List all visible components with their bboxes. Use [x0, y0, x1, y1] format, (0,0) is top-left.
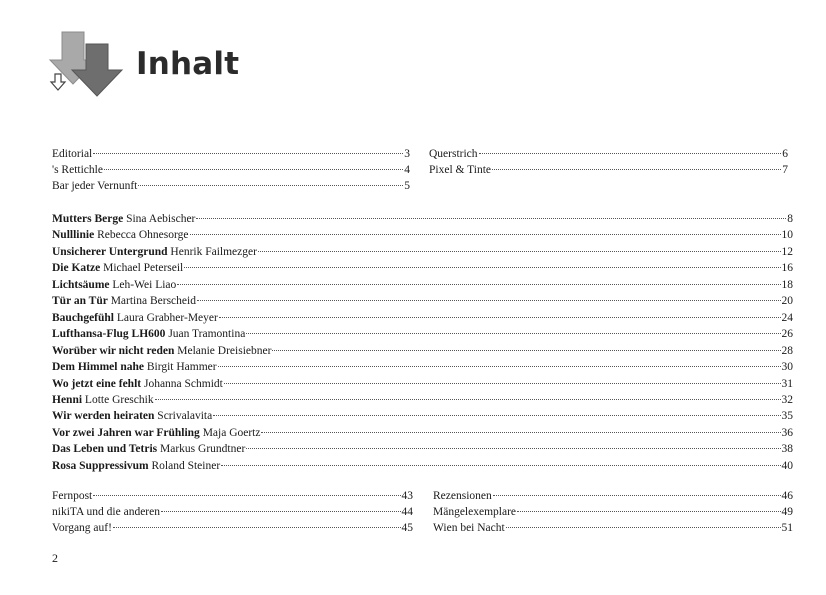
entry-page-number: 38: [781, 443, 793, 456]
toc-entry-text: [52, 211, 195, 227]
story-author: Roland Steiner: [151, 459, 221, 472]
toc-entry-text: [429, 162, 491, 178]
entry-page-number: 3: [404, 148, 410, 160]
dot-leader: [272, 350, 780, 351]
entry-page-number: 36: [781, 426, 793, 439]
entry-page-number: 12: [781, 245, 793, 258]
dot-leader: [224, 383, 781, 384]
dot-leader: [155, 399, 781, 400]
story-author: Henrik Failmezger: [170, 245, 257, 258]
toc-entry[interactable]: [52, 488, 413, 504]
entry-title: Fernpost: [52, 490, 93, 502]
story-author: Markus Grundtner: [160, 443, 246, 456]
entry-page-number: 43: [401, 490, 413, 502]
entry-page-number: 28: [781, 344, 793, 357]
toc-entry-text: [52, 178, 137, 194]
toc-entry[interactable]: [433, 520, 793, 536]
toc-entry-text: [52, 310, 218, 326]
entry-page-number: 8: [787, 213, 793, 225]
entry-title: Bar jeder Vernunft: [52, 180, 138, 192]
story-title: Die Katze: [52, 262, 101, 275]
toc-entry-text: [52, 343, 271, 359]
toc-entry-text: [52, 488, 92, 504]
story-author: Johanna Schmidt: [143, 377, 223, 390]
toc-entry-text: [52, 146, 92, 162]
story-title: Lufthansa-Flug LH600: [52, 328, 166, 341]
story-title: Mutters Berge: [52, 213, 124, 225]
entry-title: Wien bei Nacht: [433, 522, 505, 534]
toc-entry[interactable]: [52, 520, 413, 536]
dot-leader: [493, 495, 781, 496]
story-author: Lotte Greschik: [84, 393, 154, 406]
story-title: Worüber wir nicht reden: [52, 344, 175, 357]
entry-title: Vorgang auf!: [52, 522, 112, 534]
entry-title: Querstrich: [429, 148, 478, 160]
toc-entry-text: [433, 488, 492, 504]
dot-leader: [261, 432, 780, 433]
entry-page-number: 4: [404, 164, 410, 176]
story-author: Maja Goertz: [202, 426, 261, 439]
toc-entry-text: [433, 520, 505, 536]
toc-entry[interactable]: [52, 244, 793, 260]
story-title: Vor zwei Jahren war Frühling: [52, 426, 200, 439]
page-title: Inhalt: [136, 46, 240, 82]
toc-entry[interactable]: [52, 441, 793, 457]
toc-entry[interactable]: [52, 392, 793, 408]
toc-entry[interactable]: [52, 146, 410, 162]
entry-title: Mängelexemplare: [433, 506, 517, 518]
dot-leader: [113, 527, 401, 528]
entry-page-number: 6: [782, 148, 788, 160]
toc-entry[interactable]: [52, 162, 410, 178]
entry-title: nikiTA und die anderen: [52, 506, 160, 518]
story-title: Nulllinie: [52, 229, 95, 242]
toc-entry[interactable]: [52, 408, 793, 424]
story-title: Tür an Tür: [52, 295, 108, 308]
toc-entry-text: [52, 162, 103, 178]
story-author: Leh-Wei Liao: [112, 278, 177, 291]
dot-leader: [219, 317, 781, 318]
toc-entry[interactable]: [52, 260, 793, 276]
toc-entry[interactable]: [429, 162, 788, 178]
entry-title: Rezensionen: [433, 490, 492, 502]
toc-entry[interactable]: [52, 343, 793, 359]
entry-title: 's Rettichle: [52, 164, 103, 176]
entry-page-number: 44: [401, 506, 413, 518]
dot-leader: [104, 169, 403, 170]
dot-leader: [93, 153, 403, 154]
story-title: Das Leben und Tetris: [52, 443, 158, 456]
entry-title: Editorial: [52, 148, 93, 160]
entry-page-number: 18: [781, 278, 793, 291]
dot-leader: [184, 267, 780, 268]
double-down-arrow-icon: [48, 30, 128, 100]
toc-entry[interactable]: [52, 504, 413, 520]
toc-entry-text: [52, 227, 189, 243]
toc-entry[interactable]: [52, 326, 793, 342]
dot-leader: [93, 495, 400, 496]
dot-leader: [218, 366, 781, 367]
toc-entry[interactable]: [433, 504, 793, 520]
toc-entry[interactable]: [52, 277, 793, 293]
dot-leader: [177, 284, 780, 285]
dot-leader: [196, 218, 786, 219]
entry-page-number: 5: [404, 180, 410, 192]
toc-entry-text: [52, 408, 212, 424]
page-number: 2: [52, 551, 58, 565]
toc-entry[interactable]: [52, 425, 793, 441]
small-outline-arrow: [51, 74, 65, 90]
toc-entry-text: [52, 293, 196, 309]
toc-entry[interactable]: [52, 458, 793, 474]
entry-page-number: 16: [781, 262, 793, 275]
dot-leader: [246, 448, 780, 449]
story-title: Lichtsäume: [52, 278, 110, 291]
dot-leader: [246, 333, 780, 334]
entry-title: Pixel & Tinte: [429, 164, 491, 176]
toc-entry-text: [52, 260, 183, 276]
toc-entry-text: [52, 326, 245, 342]
entry-page-number: 51: [781, 522, 793, 534]
dot-leader: [479, 153, 782, 154]
toc-entry-text: [433, 504, 516, 520]
dot-leader: [517, 511, 780, 512]
toc-entry-text: [52, 441, 245, 457]
entry-page-number: 20: [781, 295, 793, 308]
story-author: Laura Grabher-Meyer: [116, 311, 218, 324]
entry-page-number: 45: [401, 522, 413, 534]
story-title: Rosa Suppressivum: [52, 459, 149, 472]
toc-entry[interactable]: [52, 211, 793, 227]
dot-leader: [197, 300, 781, 301]
toc-entry[interactable]: [429, 146, 788, 162]
story-author: Martina Berscheid: [110, 295, 196, 308]
toc-entry[interactable]: [52, 310, 793, 326]
entry-page-number: 49: [781, 506, 793, 518]
toc-entry[interactable]: [52, 376, 793, 392]
entry-page-number: 26: [781, 328, 793, 341]
entry-page-number: 31: [781, 377, 793, 390]
toc-entry-text: [52, 504, 160, 520]
toc-entry-text: [52, 244, 257, 260]
dot-leader: [492, 169, 781, 170]
story-title: Unsicherer Untergrund: [52, 245, 168, 258]
entry-page-number: 30: [781, 361, 793, 374]
dot-leader: [161, 511, 401, 512]
story-author: Melanie Dreisiebner: [177, 344, 272, 357]
story-title: Henni: [52, 393, 83, 406]
dot-leader: [506, 527, 781, 528]
dot-leader: [221, 465, 780, 466]
story-title: Wir werden heiraten: [52, 410, 155, 423]
story-author: Sina Aebischer: [126, 213, 196, 225]
entry-page-number: 10: [781, 229, 793, 242]
toc-entry-text: [52, 359, 217, 375]
story-title: Bauchgefühl: [52, 311, 114, 324]
toc-entry-text: [52, 458, 220, 474]
toc-entry[interactable]: [52, 178, 410, 194]
entry-page-number: 40: [781, 459, 793, 472]
entry-page-number: 35: [781, 410, 793, 423]
toc-entry-text: [52, 425, 260, 441]
story-author: Birgit Hammer: [146, 361, 217, 374]
story-title: Wo jetzt eine fehlt: [52, 377, 142, 390]
entry-page-number: 24: [781, 311, 793, 324]
entry-page-number: 32: [781, 393, 793, 406]
story-title: Dem Himmel nahe: [52, 361, 144, 374]
dot-leader: [258, 251, 781, 252]
dot-leader: [138, 185, 403, 186]
entry-page-number: 46: [781, 490, 793, 502]
toc-entry[interactable]: [52, 293, 793, 309]
toc-entry-text: [52, 520, 112, 536]
story-author: Juan Tramontina: [168, 328, 246, 341]
toc-entry[interactable]: [52, 227, 793, 243]
toc-entry[interactable]: [52, 359, 793, 375]
toc-entry[interactable]: [433, 488, 793, 504]
dot-leader: [213, 415, 780, 416]
entry-page-number: 7: [782, 164, 788, 176]
toc-entry-text: [52, 376, 223, 392]
story-author: Scrivalavita: [157, 410, 213, 423]
story-author: Rebecca Ohnesorge: [97, 229, 189, 242]
toc-entry-text: [429, 146, 478, 162]
toc-entry-text: [52, 392, 154, 408]
story-author: Michael Peterseil: [103, 262, 184, 275]
dot-leader: [190, 234, 781, 235]
toc-entry-text: [52, 277, 176, 293]
